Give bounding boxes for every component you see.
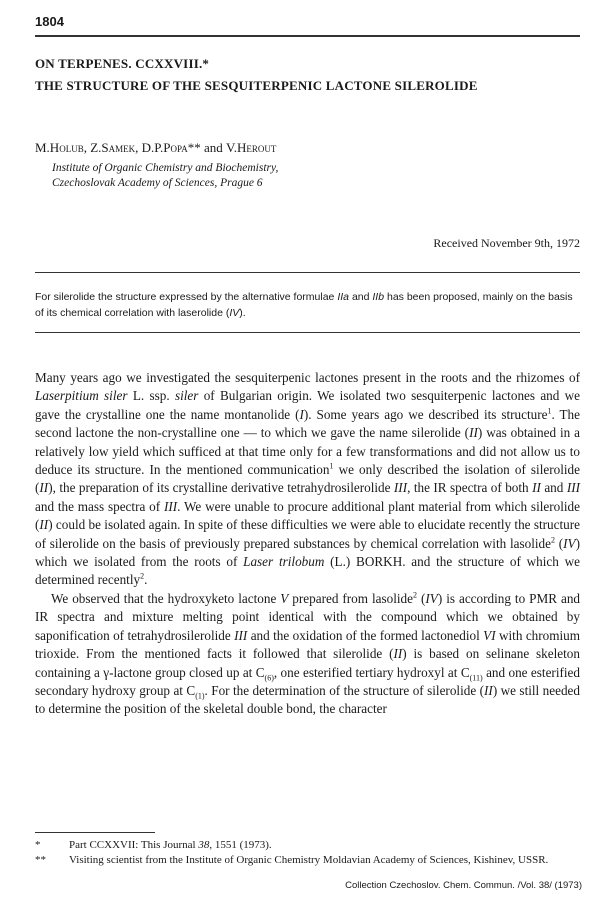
abstract-bottom-rule [35, 332, 580, 333]
author-list [35, 140, 276, 156]
compound-ref: III [234, 627, 248, 643]
species-name: Laser trilobum [243, 554, 325, 570]
compound-ref: II [469, 425, 478, 441]
compound-ref: II [532, 480, 541, 496]
abstract-text: has been proposed, mainly on the basis of its chemical correlation with laserolide ( [35, 291, 573, 319]
abstract [35, 289, 580, 321]
species-name: Laserpitium siler [35, 388, 128, 404]
citation: 1 [547, 406, 552, 416]
citation: 1 [329, 461, 334, 471]
abstract-top-rule [35, 272, 580, 273]
compound-ref: III [566, 480, 580, 496]
compound-ref: V [280, 590, 289, 606]
compound-ref: II [393, 646, 403, 662]
compound-ref: IV [563, 535, 576, 551]
citation: 2 [550, 535, 555, 545]
author-samek: Z.Samek, [90, 140, 139, 155]
author-holub: M.Holub, [35, 140, 87, 155]
compound-ref: I [299, 406, 304, 422]
compound-ref: II [39, 517, 49, 533]
citation: 2 [413, 590, 418, 600]
compound-ref: VI [483, 627, 496, 643]
compound-ref: IV [425, 590, 438, 606]
formula-ref: IIa [337, 291, 350, 303]
compound-ref: II [484, 682, 493, 698]
subscript: (6) [264, 673, 274, 683]
abstract-text: and [351, 291, 370, 303]
formula-ref: IV [229, 307, 240, 319]
species-name: siler [174, 388, 199, 404]
footnote-rule [35, 832, 155, 833]
header-rule [35, 35, 580, 37]
compound-ref: III [163, 498, 178, 514]
paragraph-2: We observed that the hydroxyketo lactone V prepared from lasolide$^2$ (IV) is according to PMR and IR spectra and mixture melting point identical with the compound which we obtained by saponification of tetrahydrosilerolide III and the oxidation of the formed lactonediol VI with chromium trioxide. From the mentioned facts it followed that silerolide (II) is based on selinane skeleton containing a γ-lactone group closed up at $C_{(6)}$, one esterified tertiary hydroxyl at $C_{(11)}$ and one esterified secondary hydroxy group at $C_{(1)}$. For the determination of the structure of silerolide (II) we still needed to determine the position of the skeletal double bond, the character [35, 590, 581, 717]
paragraph-1: Many years ago we investigated the sesquiterpenic lactones present in the roots and the rhizomes of Laserpitium siler L. ssp. siler of Bulgarian origin. We isolated two sesquiterpenic lactones and we gave the crystalline one the name montanolide (I). Some years ago we described its structure$^1$. The second lactone the non-crystalline one — to which we gave the name silerolide (II) was obtained in a relatively low yield which sufficed at that time only for a few transformations and did not allow us to deduce its structure. In the mentioned communication$^1$ we only described the isolation of silerolide (II), the preparation of its crystalline derivative tetrahydrosilerolide III, the IR spectra of both II and III and the mass spectra of III. We were unable to procure additional plant material from which silerolide (II) could be isolated again. In spite of these difficulties we were able to elucidate recently the structure of silerolide on the basis of previously prepared substances by chemical correlation with lasolide$^2$ (IV) which we isolated from the roots of Laser trilobum (L.) BORKH. and the structure of which we determined recently$^2$. [35, 370, 581, 588]
abstract-text: ). [239, 307, 246, 319]
page-number: 1804 [35, 14, 64, 29]
journal-footer: Collection Czechoslov. Chem. Commun. /Vol. 38/ (1973) [345, 880, 582, 891]
author-herout: V.Herout [226, 140, 277, 155]
compound-ref: II [39, 480, 49, 496]
title-series: ON TERPENES. CCXXVIII.* [35, 56, 210, 71]
institution-line-2: Czechoslovak Academy of Sciences, Prague 6 [52, 177, 263, 189]
footnotes [35, 838, 580, 868]
received-date: Received November 9th, 1972 [433, 236, 580, 250]
formula-ref: IIb [372, 291, 385, 303]
citation: 2 [140, 572, 145, 582]
subscript: (1) [195, 691, 205, 701]
footnote-2: ** Visiting scientist from the Institute of Organic Chemistry Moldavian Academy of Sciences, Kishinev, USSR. [35, 854, 549, 866]
abstract-text: For silerolide the structure expressed by the alternative formulae [35, 291, 335, 303]
author-popa: D.P.Popa** [141, 140, 201, 155]
footnote-1: * Part CCXXVII: This Journal 38, 1551 (1973). [35, 839, 272, 851]
body-text [35, 369, 580, 719]
footnote-mark: ** [35, 854, 46, 866]
institution [52, 161, 278, 191]
institution-line-1: Institute of Organic Chemistry and Biochemistry, [52, 162, 279, 174]
compound-ref: III [393, 480, 408, 496]
footnote-mark: * [35, 839, 41, 851]
author-conjunction: and [203, 140, 223, 155]
paper-title: THE STRUCTURE OF THE SESQUITERPENIC LACTONE SILEROLIDE [35, 78, 478, 93]
subscript: (11) [469, 673, 483, 683]
